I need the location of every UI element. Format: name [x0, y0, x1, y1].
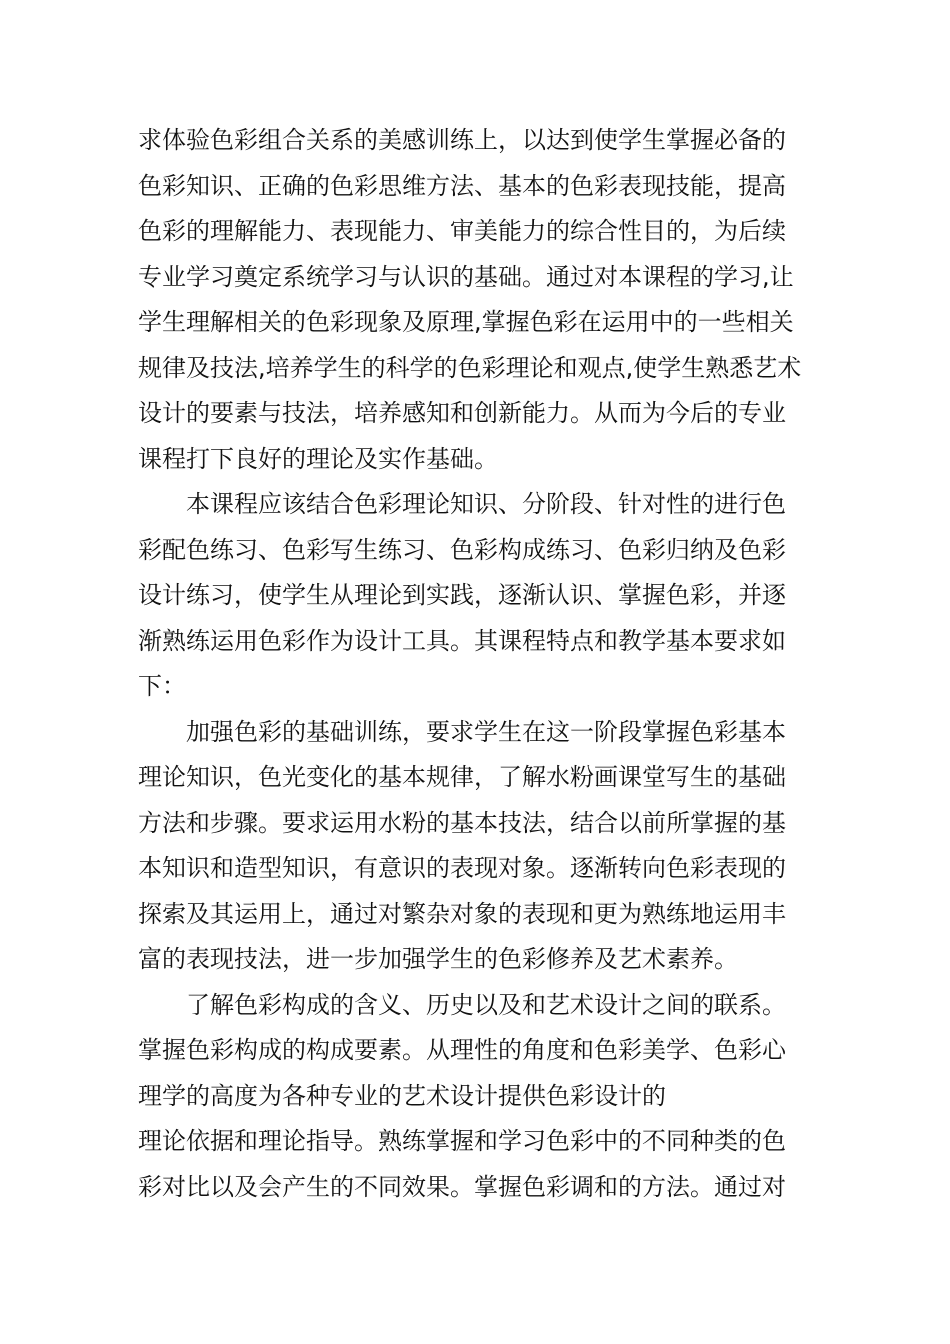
text-line: 理学的高度为各种专业的艺术设计提供色彩设计的 — [138, 1081, 666, 1110]
text-line: 色彩的理解能力、表现能力、审美能力的综合性目的，为后续 — [138, 217, 786, 245]
text-line: 设计练习，使学生从理论到实践，逐渐认识、掌握色彩，并逐 — [138, 581, 786, 609]
text-line: 本知识和造型知识，有意识的表现对象。逐渐转向色彩表现的 — [138, 854, 786, 882]
text-line: 彩配色练习、色彩写生练习、色彩构成练习、色彩归纳及色彩 — [138, 535, 786, 564]
text-line: 理论依据和理论指导。熟练掌握和学习色彩中的不同种类的色 — [138, 1127, 786, 1155]
text-line: 理论知识，色光变化的基本规律，了解水粉画课堂写生的基础 — [138, 763, 786, 791]
paragraph-start-line: 加强色彩的基础训练，要求学生在这一阶段掌握色彩基本 — [186, 717, 786, 746]
text-line: 渐熟练运用色彩作为设计工具。其课程特点和教学基本要求如 — [138, 626, 786, 655]
body-text — [138, 118, 828, 1210]
text-line: 求体验色彩组合关系的美感训练上，以达到使学生掌握必备的 — [138, 126, 786, 154]
text-line: 彩对比以及会产生的不同效果。掌握色彩调和的方法。通过对 — [138, 1172, 786, 1201]
text-line: 掌握色彩构成的构成要素。从理性的角度和色彩美学、色彩心 — [138, 1036, 786, 1064]
text-line: 课程打下良好的理论及实作基础。 — [138, 444, 498, 473]
text-line: 专业学习奠定系统学习与认识的基础。通过对本课程的学习,让 — [138, 262, 794, 291]
text-line: 规律及技法,培养学生的科学的色彩理论和观点,使学生熟悉艺术 — [138, 353, 802, 382]
text-line: 探索及其运用上，通过对繁杂对象的表现和更为熟练地运用丰 — [138, 899, 786, 928]
text-line: 方法和步骤。要求运用水粉的基本技法，结合以前所掌握的基 — [138, 808, 786, 837]
paragraph-start-line: 本课程应该结合色彩理论知识、分阶段、针对性的进行色 — [186, 490, 786, 518]
text-line: 下： — [138, 672, 186, 700]
text-line: 设计的要素与技法，培养感知和创新能力。从而为今后的专业 — [138, 399, 786, 427]
text-line: 色彩知识、正确的色彩思维方法、基本的色彩表现技能，提高 — [138, 171, 786, 200]
paragraph-start-line: 了解色彩构成的含义、历史以及和艺术设计之间的联系。 — [186, 990, 786, 1019]
text-line: 富的表现技法，进一步加强学生的色彩修养及艺术素养。 — [138, 945, 738, 973]
text-line: 学生理解相关的色彩现象及原理,掌握色彩在运用中的一些相关 — [138, 308, 794, 336]
